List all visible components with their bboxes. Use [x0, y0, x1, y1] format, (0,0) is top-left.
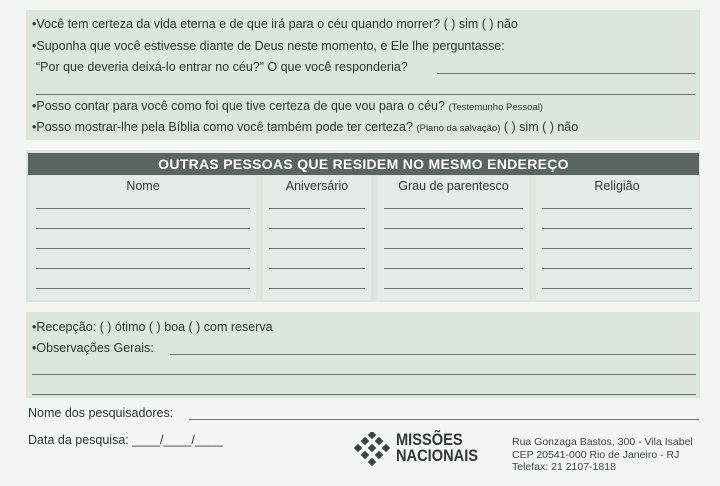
- entry-line[interactable]: [36, 268, 250, 269]
- entry-line[interactable]: [542, 228, 692, 229]
- question-bible-text: •Posso mostrar-lhe pela Bíblia como você também pode ter certeza?: [32, 120, 413, 134]
- address-line-2: CEP 20541-000 Rio de Janeiro - RJ: [512, 448, 680, 461]
- entry-line[interactable]: [384, 208, 523, 209]
- entry-line[interactable]: [269, 208, 365, 209]
- entry-line[interactable]: [269, 248, 365, 249]
- observations-line[interactable]: [32, 394, 696, 395]
- entry-line[interactable]: [36, 288, 250, 289]
- question-before-god: •Suponha que você estivesse diante de Deus neste momento, e Ele lhe perguntasse:: [32, 39, 505, 53]
- entry-line[interactable]: [542, 268, 692, 269]
- entry-line[interactable]: [269, 268, 365, 269]
- entry-line[interactable]: [269, 228, 365, 229]
- answer-line[interactable]: [437, 73, 695, 74]
- researchers-label: Nome dos pesquisadores:: [28, 406, 174, 420]
- brand-address: [512, 436, 693, 474]
- question-testimony-note: (Testemunho Pessoal): [448, 102, 543, 113]
- entry-line[interactable]: [384, 268, 523, 269]
- question-eternal-life: •Você tem certeza da vida eterna e de que irá para o céu quando morrer? ( ) sim ( ) não: [32, 17, 518, 31]
- column-header: Religião: [594, 179, 640, 193]
- question-bible: [32, 120, 578, 134]
- column-header: Nome: [126, 179, 160, 193]
- observations-label: •Observações Gerais:: [32, 341, 154, 355]
- entry-line[interactable]: [36, 248, 250, 249]
- question-testimony-text: •Posso contar para você como foi que tive certeza de que vou para o céu?: [32, 99, 445, 113]
- observations-line[interactable]: [32, 374, 696, 375]
- entry-line[interactable]: [36, 228, 250, 229]
- column-religion: [536, 176, 698, 300]
- entry-line[interactable]: [384, 228, 523, 229]
- column-name: [30, 176, 256, 300]
- brand-line-2: NACIONAIS: [396, 446, 479, 465]
- entry-line[interactable]: [542, 208, 692, 209]
- question-bible-note: (Plano da salvação): [416, 123, 501, 134]
- address-line-1: Rua Gonzaga Bastos, 300 - Vila Isabel: [512, 436, 693, 448]
- researchers-line[interactable]: [189, 419, 699, 420]
- column-header: Grau de parentesco: [398, 179, 509, 193]
- brand-line-1: MISSÕES: [396, 430, 463, 449]
- column-birthday: [263, 176, 371, 300]
- entry-line[interactable]: [542, 288, 692, 289]
- brand-name: [396, 432, 478, 464]
- residents-header: OUTRAS PESSOAS QUE RESIDEM NO MESMO ENDEREÇO: [28, 153, 699, 175]
- entry-line[interactable]: [36, 208, 250, 209]
- column-header: Aniversário: [285, 179, 349, 193]
- entry-line[interactable]: [384, 248, 523, 249]
- entry-line[interactable]: [269, 288, 365, 289]
- question-why-heaven: “Por que deveria deixá-lo entrar no céu?” O que você responderia?: [36, 60, 408, 74]
- column-relationship: [378, 176, 529, 300]
- question-testimony: [32, 99, 543, 113]
- answer-line[interactable]: [36, 94, 695, 95]
- observations-line[interactable]: [170, 354, 696, 355]
- missoes-nacionais-logo-icon: [350, 432, 394, 475]
- entry-line[interactable]: [542, 248, 692, 249]
- reception-options: •Recepção: ( ) ótimo ( ) boa ( ) com reserva: [32, 320, 273, 334]
- entry-line[interactable]: [384, 288, 523, 289]
- phone-line: Telefax: 21 2107-1818: [512, 461, 616, 473]
- question-bible-options: ( ) sim ( ) não: [503, 120, 579, 134]
- survey-date[interactable]: Data da pesquisa: ____/____/____: [28, 433, 223, 447]
